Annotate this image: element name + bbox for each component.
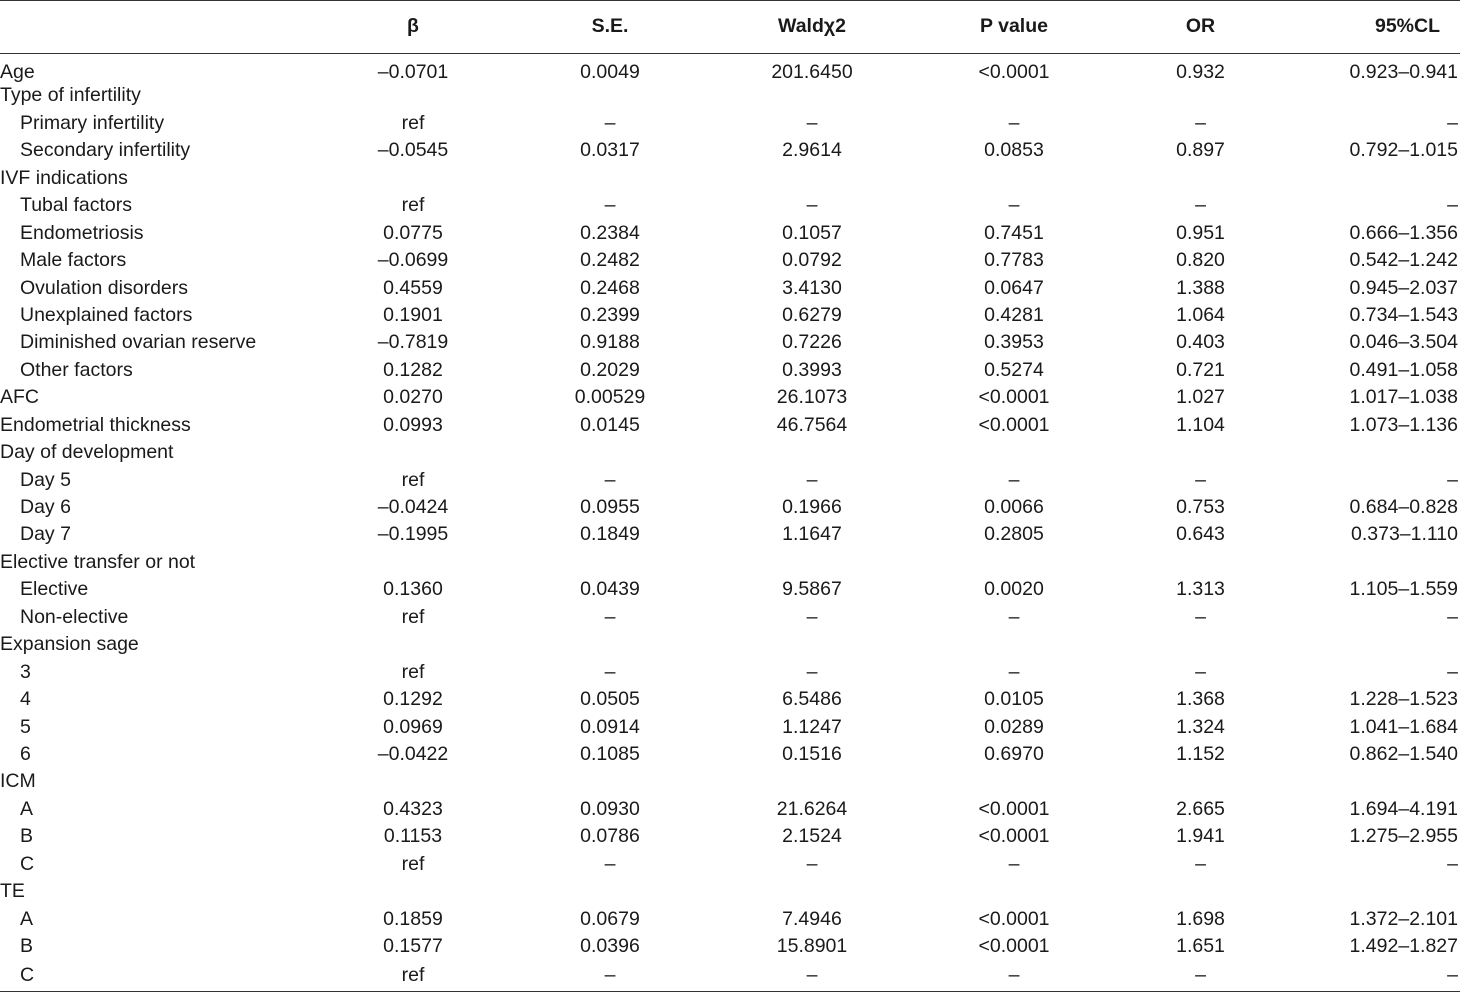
cell-or: 0.721 (1176, 358, 1225, 381)
row-label: Endometrial thickness (0, 413, 191, 436)
row-label: Diminished ovarian reserve (20, 331, 257, 354)
cell-p-value: – (1008, 468, 1020, 491)
cell-p-value: 0.0853 (984, 139, 1044, 162)
cell-95-cl: 0.666–1.356 (1349, 221, 1458, 244)
cell-or (1098, 439, 1303, 466)
cell-beta: ref (401, 605, 425, 628)
cell-beta: 0.0775 (383, 221, 443, 244)
header-or: OR (1098, 1, 1303, 54)
table-row (0, 54, 1460, 83)
cell-p-value (930, 878, 1098, 905)
cell-p-value: 0.7451 (984, 221, 1044, 244)
cell-95-cl: 0.734–1.543 (1349, 303, 1458, 326)
table-row (0, 933, 1460, 960)
cell-or: 1.152 (1176, 742, 1225, 765)
row-label: Primary infertility (20, 111, 165, 134)
row-label: Endometriosis (20, 221, 144, 244)
cell-p-value (930, 631, 1098, 658)
row-label: A (20, 907, 34, 930)
cell-se: 0.0049 (580, 61, 640, 83)
cell-or: 1.651 (1176, 935, 1225, 958)
cell-or: – (1195, 194, 1206, 217)
cell-p-value: – (1008, 194, 1020, 217)
cell-p-value: – (1008, 852, 1020, 875)
cell-beta: –0.0545 (377, 139, 449, 162)
cell-p-value: 0.2805 (984, 523, 1044, 546)
table-row (0, 851, 1460, 878)
row-label: Type of infertility (0, 84, 141, 107)
cell-se: 0.0396 (580, 935, 640, 958)
cell-95-cl: 0.923–0.941 (1349, 61, 1458, 83)
cell-95-cl: 0.046–3.504 (1349, 331, 1458, 354)
cell-p-value: 0.7783 (984, 249, 1044, 272)
table-row (0, 522, 1460, 549)
table-row (0, 878, 1460, 905)
cell-95-cl (1303, 631, 1460, 658)
row-label: AFC (0, 386, 39, 409)
table-row (0, 302, 1460, 329)
cell-or: – (1195, 605, 1206, 628)
cell-beta: 0.1577 (383, 935, 443, 958)
row-label: 5 (20, 715, 31, 738)
cell-p-value (930, 768, 1098, 795)
cell-95-cl: 0.945–2.037 (1349, 276, 1458, 299)
cell-p-value (930, 165, 1098, 192)
cell-se: 0.2399 (580, 303, 640, 326)
cell-wald (694, 878, 930, 905)
cell-or: 1.104 (1176, 413, 1225, 436)
cell-95-cl (1303, 83, 1460, 110)
row-label: 6 (20, 742, 31, 765)
cell-95-cl: 1.017–1.038 (1349, 386, 1458, 409)
cell-or: 1.388 (1176, 276, 1225, 299)
cell-beta: –0.0701 (377, 61, 449, 83)
header-95-cl: 95%CL (1303, 1, 1460, 54)
row-label: Male factors (20, 249, 127, 272)
header-variable (0, 1, 300, 54)
cell-p-value: 0.0066 (984, 496, 1044, 519)
table-row (0, 192, 1460, 219)
table-row (0, 576, 1460, 603)
cell-95-cl: 0.792–1.015 (1349, 139, 1458, 162)
table-row (0, 384, 1460, 411)
cell-p-value: – (1008, 660, 1020, 683)
cell-p-value: <0.0001 (978, 413, 1050, 436)
cell-wald: 201.6450 (771, 61, 853, 83)
row-label: Non-elective (20, 605, 129, 628)
cell-wald: 46.7564 (776, 413, 848, 436)
cell-wald: 0.0792 (782, 249, 842, 272)
cell-beta: 0.1901 (383, 303, 443, 326)
cell-beta: –0.0424 (377, 496, 449, 519)
cell-beta (300, 165, 526, 192)
header-p-value: P value (930, 1, 1098, 54)
cell-or: 1.368 (1176, 688, 1225, 711)
cell-beta (300, 549, 526, 576)
cell-p-value: <0.0001 (978, 907, 1050, 930)
row-label: Other factors (20, 358, 133, 381)
cell-95-cl: – (1303, 961, 1460, 992)
cell-se: 0.0914 (580, 715, 640, 738)
cell-p-value: 0.0289 (984, 715, 1044, 738)
table-row (0, 714, 1460, 741)
cell-beta: –0.1995 (377, 523, 449, 546)
cell-or: 1.027 (1176, 386, 1225, 409)
cell-p-value: – (1008, 605, 1020, 628)
table-row (0, 741, 1460, 768)
cell-p-value: 0.4281 (984, 303, 1044, 326)
cell-beta: ref (401, 660, 425, 683)
row-label: C (20, 852, 35, 875)
cell-wald: 2.9614 (782, 139, 842, 162)
cell-p-value: 0.0105 (984, 688, 1044, 711)
cell-95-cl: 1.492–1.827 (1349, 935, 1458, 958)
cell-wald: – (806, 852, 818, 875)
cell-wald (694, 768, 930, 795)
cell-wald: 0.3993 (782, 358, 842, 381)
row-label: B (20, 935, 34, 958)
cell-se: 0.0505 (580, 688, 640, 711)
cell-beta (300, 768, 526, 795)
cell-95-cl: 0.542–1.242 (1349, 249, 1458, 272)
table-row (0, 110, 1460, 137)
cell-se: – (526, 961, 694, 992)
header-se: S.E. (526, 1, 694, 54)
table-row (0, 906, 1460, 933)
cell-95-cl: 0.373–1.110 (1351, 523, 1458, 546)
cell-or: 0.643 (1176, 523, 1225, 546)
row-label: IVF indications (0, 166, 128, 189)
cell-wald: – (694, 961, 930, 992)
cell-wald: – (806, 605, 818, 628)
row-label: 3 (20, 660, 31, 683)
table-row (0, 439, 1460, 466)
row-label: Expansion sage (0, 633, 139, 656)
table-row (0, 247, 1460, 274)
cell-se: 0.2482 (580, 249, 640, 272)
table-row (0, 494, 1460, 521)
table-row (0, 412, 1460, 439)
cell-95-cl: 1.694–4.191 (1349, 797, 1458, 820)
cell-beta: 0.1292 (383, 688, 443, 711)
cell-se: 0.0679 (580, 907, 640, 930)
table-row (0, 604, 1460, 631)
cell-beta (300, 878, 526, 905)
cell-beta: 0.0270 (383, 386, 443, 409)
cell-95-cl: – (1447, 605, 1458, 628)
cell-95-cl (1303, 549, 1460, 576)
header-beta: β (300, 1, 526, 54)
cell-or (1098, 878, 1303, 905)
row-label: TE (0, 880, 25, 903)
table-row (0, 659, 1460, 686)
row-label: Age (0, 61, 35, 83)
cell-se (526, 83, 694, 110)
cell-se (526, 878, 694, 905)
cell-se: – (604, 605, 616, 628)
table-header (0, 1, 1460, 54)
row-label: ICM (0, 770, 36, 793)
cell-95-cl: 0.491–1.058 (1349, 358, 1458, 381)
cell-or (1098, 768, 1303, 795)
row-label: C (0, 961, 300, 992)
cell-p-value: 0.0647 (984, 276, 1044, 299)
cell-or: – (1195, 468, 1206, 491)
cell-or: 1.313 (1176, 578, 1225, 601)
cell-or: 0.753 (1176, 496, 1225, 519)
cell-se: – (604, 111, 616, 134)
row-label: Day 7 (20, 523, 71, 546)
row-label: A (20, 797, 34, 820)
row-label: 4 (20, 688, 31, 711)
cell-95-cl: 1.073–1.136 (1349, 413, 1458, 436)
cell-95-cl: – (1447, 852, 1458, 875)
cell-p-value: <0.0001 (978, 797, 1050, 820)
cell-wald: 0.6279 (782, 303, 842, 326)
cell-or: 2.665 (1176, 797, 1225, 820)
cell-beta (300, 439, 526, 466)
table-row (0, 686, 1460, 713)
table-row (0, 357, 1460, 384)
cell-wald: 6.5486 (782, 688, 842, 711)
cell-or (1098, 631, 1303, 658)
cell-p-value (930, 549, 1098, 576)
cell-95-cl: – (1447, 194, 1458, 217)
cell-wald: 1.1647 (782, 523, 842, 546)
cell-p-value: 0.0020 (984, 578, 1044, 601)
cell-wald (694, 631, 930, 658)
cell-p-value: <0.0001 (978, 825, 1050, 848)
cell-se: 0.0145 (580, 413, 640, 436)
cell-se: – (604, 852, 616, 875)
cell-se: 0.2468 (580, 276, 640, 299)
table-row (0, 823, 1460, 850)
cell-se: 0.2029 (580, 358, 640, 381)
cell-se: 0.0955 (580, 496, 640, 519)
cell-p-value: 0.3953 (984, 331, 1044, 354)
cell-wald: – (806, 111, 818, 134)
cell-beta: ref (401, 468, 425, 491)
cell-wald: – (806, 660, 818, 683)
cell-se (526, 768, 694, 795)
cell-95-cl: 0.862–1.540 (1349, 742, 1458, 765)
cell-or: – (1195, 852, 1206, 875)
table-row (0, 275, 1460, 302)
cell-wald: 21.6264 (776, 797, 848, 820)
cell-beta: ref (401, 194, 425, 217)
cell-95-cl (1303, 768, 1460, 795)
row-label: B (20, 825, 34, 848)
cell-or: 0.932 (1176, 61, 1225, 83)
cell-wald: 15.8901 (776, 935, 848, 958)
cell-p-value: – (1008, 111, 1020, 134)
cell-se: 0.2384 (580, 221, 640, 244)
cell-se: 0.1849 (580, 523, 640, 546)
table-body (0, 54, 1460, 992)
cell-95-cl: 0.684–0.828 (1349, 496, 1458, 519)
cell-wald (694, 439, 930, 466)
cell-se: 0.00529 (574, 386, 646, 409)
row-label: Day of development (0, 441, 174, 464)
cell-se: – (604, 660, 616, 683)
cell-se: 0.1085 (580, 742, 640, 765)
cell-wald (694, 165, 930, 192)
cell-wald (694, 549, 930, 576)
table-row (0, 83, 1460, 110)
cell-beta: 0.1859 (383, 907, 443, 930)
cell-95-cl: – (1447, 468, 1458, 491)
cell-beta: 0.1360 (383, 578, 443, 601)
cell-beta: 0.0993 (383, 413, 443, 436)
cell-95-cl (1303, 878, 1460, 905)
cell-or: 1.698 (1176, 907, 1225, 930)
cell-or: 0.403 (1176, 331, 1225, 354)
cell-wald: 0.1516 (782, 742, 842, 765)
cell-p-value: – (930, 961, 1098, 992)
cell-95-cl (1303, 439, 1460, 466)
cell-se: – (604, 468, 616, 491)
cell-wald: 0.1966 (782, 496, 842, 519)
table-row (0, 165, 1460, 192)
table-row (0, 220, 1460, 247)
cell-95-cl: 1.228–1.523 (1349, 688, 1458, 711)
cell-p-value (930, 83, 1098, 110)
cell-or: 1.324 (1176, 715, 1225, 738)
cell-beta: ref (401, 852, 425, 875)
cell-beta: 0.4559 (383, 276, 443, 299)
cell-95-cl: – (1447, 111, 1458, 134)
cell-beta (300, 631, 526, 658)
row-label: Day 5 (20, 468, 71, 491)
cell-se: 0.0439 (580, 578, 640, 601)
cell-p-value: <0.0001 (978, 386, 1050, 409)
cell-p-value (930, 439, 1098, 466)
table-row (0, 467, 1460, 494)
row-label: Unexplained factors (20, 303, 193, 326)
table-row (0, 549, 1460, 576)
table-row (0, 329, 1460, 356)
cell-p-value: <0.0001 (978, 61, 1050, 83)
cell-se (526, 439, 694, 466)
cell-or: – (1195, 111, 1206, 134)
cell-wald: 9.5867 (782, 578, 842, 601)
cell-beta: 0.0969 (383, 715, 443, 738)
cell-95-cl: 1.372–2.101 (1349, 907, 1458, 930)
cell-wald (694, 83, 930, 110)
cell-or: 0.820 (1176, 249, 1225, 272)
cell-or: 0.897 (1176, 139, 1225, 162)
table-row (0, 961, 1460, 992)
cell-beta (300, 83, 526, 110)
cell-wald: 0.1057 (782, 221, 842, 244)
cell-wald: – (806, 194, 818, 217)
cell-beta: 0.1153 (383, 825, 443, 848)
cell-or: – (1195, 660, 1206, 683)
cell-se: 0.0786 (580, 825, 640, 848)
cell-95-cl: – (1447, 660, 1458, 683)
row-label: Elective (20, 578, 89, 601)
cell-95-cl: 1.275–2.955 (1349, 825, 1458, 848)
cell-or (1098, 549, 1303, 576)
cell-p-value: 0.5274 (984, 358, 1044, 381)
cell-beta: –0.0699 (377, 249, 449, 272)
cell-wald: 7.4946 (782, 907, 842, 930)
row-label: Secondary infertility (20, 139, 191, 162)
cell-beta: ref (300, 961, 526, 992)
cell-wald: – (806, 468, 818, 491)
cell-wald: 0.7226 (782, 331, 842, 354)
cell-or (1098, 165, 1303, 192)
table-row (0, 631, 1460, 658)
cell-wald: 3.4130 (782, 276, 842, 299)
cell-wald: 26.1073 (776, 386, 848, 409)
cell-95-cl (1303, 165, 1460, 192)
cell-wald: 1.1247 (782, 715, 842, 738)
header-row (0, 1, 1460, 54)
row-label: Tubal factors (20, 194, 132, 217)
cell-wald: 2.1524 (782, 825, 842, 848)
table-row (0, 796, 1460, 823)
row-label: Day 6 (20, 496, 71, 519)
table-row (0, 768, 1460, 795)
header-wald: Waldχ2 (694, 1, 930, 54)
cell-se: – (604, 194, 616, 217)
cell-se: 0.9188 (580, 331, 640, 354)
cell-or: – (1098, 961, 1303, 992)
cell-or (1098, 83, 1303, 110)
cell-or: 1.064 (1176, 303, 1225, 326)
cell-se (526, 549, 694, 576)
cell-95-cl: 1.105–1.559 (1349, 578, 1458, 601)
cell-se: 0.0930 (580, 797, 640, 820)
cell-se (526, 165, 694, 192)
cell-se (526, 631, 694, 658)
row-label: Ovulation disorders (20, 276, 188, 299)
row-label: Elective transfer or not (0, 550, 196, 573)
cell-p-value: 0.6970 (984, 742, 1044, 765)
cell-se: 0.0317 (580, 139, 640, 162)
cell-or: 1.941 (1176, 825, 1225, 848)
cell-95-cl: 1.041–1.684 (1349, 715, 1458, 738)
cell-beta: –0.0422 (377, 742, 449, 765)
cell-beta: 0.1282 (383, 358, 443, 381)
table-row (0, 137, 1460, 164)
cell-beta: –0.7819 (377, 331, 449, 354)
cell-beta: ref (401, 111, 425, 134)
cell-p-value: <0.0001 (978, 935, 1050, 958)
cell-or: 0.951 (1176, 221, 1225, 244)
cell-beta: 0.4323 (383, 797, 443, 820)
